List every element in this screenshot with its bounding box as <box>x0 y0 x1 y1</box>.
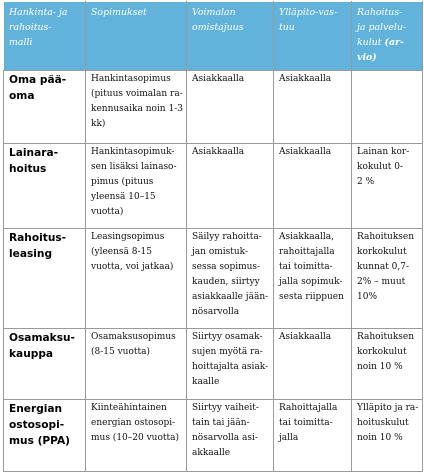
header-ownership <box>187 2 274 71</box>
cell-line: kokulut 0- <box>357 162 404 172</box>
cell-line: 2% – muut <box>357 277 406 287</box>
cell-line: rahoittajalla <box>279 247 335 257</box>
cell-line: energian ostosopi- <box>91 418 176 428</box>
header-line: kulut (ar- <box>357 37 404 48</box>
cell-costs <box>352 329 423 400</box>
cell-line: korkokulut <box>357 247 407 257</box>
cell-costs <box>352 229 423 329</box>
header-financing-model <box>4 2 86 71</box>
cell-line: vuotta) <box>91 207 124 217</box>
cell-line: (yleensä 8-15 <box>91 247 152 257</box>
header-line: ja palvelu- <box>357 22 407 33</box>
cell-line: mus (10–20 vuotta) <box>91 433 179 443</box>
header-line: Sopimukset <box>91 7 147 18</box>
cell-line: mus (PPA) <box>9 435 71 447</box>
cell-line: hoituskulut <box>357 418 409 428</box>
row-model-name <box>4 229 86 329</box>
row-model-name <box>4 144 86 229</box>
row-model-name <box>4 329 86 400</box>
cell-line: pimus (pituus <box>91 177 154 187</box>
cell-line: Rahoituksen <box>357 232 415 242</box>
cell-maintenance <box>274 144 352 229</box>
cell-line: kauppa <box>9 348 54 360</box>
cell-line: sesta riippuen <box>279 292 344 302</box>
cell-line: akkaalle <box>192 448 231 458</box>
cell-line: Rahoittajalla <box>279 403 338 413</box>
header-contracts <box>86 2 187 71</box>
cell-line: sessa sopimus- <box>192 262 261 272</box>
cell-line: sen lisäksi lainaso- <box>91 162 177 172</box>
cell-line: kauden, siirtyy <box>192 277 260 287</box>
cell-line: Lainan kor- <box>357 147 410 157</box>
header-line: Ylläpito-vas- <box>279 7 338 18</box>
cell-line: Oma pää- <box>9 74 67 86</box>
cell-line: jalla <box>279 433 299 443</box>
cell-line: jan omistuk- <box>192 247 249 257</box>
table-row <box>4 144 423 229</box>
table-header-row <box>4 2 423 71</box>
cell-line: yleensä 10–15 <box>91 192 156 202</box>
cell-line: tai toimitta- <box>279 418 333 428</box>
cell-ownership <box>187 229 274 329</box>
cell-contracts <box>86 329 187 400</box>
header-line: vio) <box>357 52 377 63</box>
cell-line: nösarvolla asi- <box>192 433 258 443</box>
cell-line: oma <box>9 90 35 102</box>
cell-line: Asiakkaalla <box>279 147 332 157</box>
cell-line: korkokulut <box>357 347 407 357</box>
cell-line: Asiakkaalla <box>192 74 245 84</box>
cell-line: asiakkaalle jään- <box>192 292 269 302</box>
cell-line: noin 10 % <box>357 362 403 372</box>
cell-line: Asiakkaalla <box>192 147 245 157</box>
table-row <box>4 329 423 400</box>
cell-ownership <box>187 400 274 472</box>
table-row <box>4 71 423 144</box>
cell-line: Siirtyy vaiheit- <box>192 403 259 413</box>
cell-line: sujen myötä ra- <box>192 347 263 357</box>
header-costs <box>352 2 423 71</box>
cell-line: Hankintasopimus <box>91 74 171 84</box>
cell-line: Säilyy rahoitta- <box>192 232 262 242</box>
header-line: Rahoitus- <box>357 7 403 18</box>
header-line: tuu <box>279 22 295 33</box>
header-line: Hankinta- ja <box>9 7 68 18</box>
header-line: rahoitus- <box>9 22 52 33</box>
cell-line: ostosopi- <box>9 419 65 431</box>
cell-line: kk) <box>91 119 106 129</box>
cell-costs <box>352 400 423 472</box>
header-line: omistajuus <box>192 22 244 33</box>
cell-line: (pituus voimalan ra- <box>91 89 183 99</box>
table-row <box>4 229 423 329</box>
header-line: malli <box>9 37 33 48</box>
cell-line: leasing <box>9 248 53 260</box>
cell-line: Rahoituksen <box>357 332 415 342</box>
cell-line: Asiakkaalla, <box>279 232 334 242</box>
cell-line: Osamaksusopimus <box>91 332 176 342</box>
cell-line: Lainara- <box>9 147 58 159</box>
cell-line: tai toimitta- <box>279 262 333 272</box>
cell-line: 10% <box>357 292 378 302</box>
cell-line: hoitus <box>9 163 47 175</box>
row-model-name <box>4 400 86 472</box>
cell-line: kaalle <box>192 377 220 387</box>
cell-line: kennusaika noin 1-3 <box>91 104 183 114</box>
cell-line: Leasingsopimus <box>91 232 165 242</box>
cell-line: Energian <box>9 403 63 415</box>
row-model-name <box>4 71 86 144</box>
cell-line: noin 10 % <box>357 433 403 443</box>
cell-line: jalla sopimuk- <box>279 277 343 287</box>
cell-contracts <box>86 144 187 229</box>
cell-costs <box>352 144 423 229</box>
cell-contracts <box>86 71 187 144</box>
cell-line: hoittajalta asiak- <box>192 362 269 372</box>
cell-ownership <box>187 71 274 144</box>
header-maintenance <box>274 2 352 71</box>
cell-ownership <box>187 329 274 400</box>
cell-maintenance <box>274 71 352 144</box>
cell-line: kunnat 0,7- <box>357 262 410 272</box>
financing-models-table <box>3 1 423 472</box>
cell-costs <box>352 71 423 144</box>
cell-line: Siirtyy osamak- <box>192 332 263 342</box>
cell-contracts <box>86 229 187 329</box>
cell-line: Rahoitus- <box>9 232 67 244</box>
header-line: Voimalan <box>192 7 236 18</box>
cell-line: Asiakkaalla <box>279 332 332 342</box>
cell-line: Hankintasopimuk- <box>91 147 175 157</box>
cell-line: (8-15 vuotta) <box>91 347 151 357</box>
cell-line: tain tai jään- <box>192 418 250 428</box>
table-row <box>4 400 423 472</box>
cell-line: vuotta, voi jatkaa) <box>91 262 174 272</box>
cell-line: Ylläpito ja ra- <box>357 403 419 413</box>
cell-maintenance <box>274 329 352 400</box>
cell-contracts <box>86 400 187 472</box>
cell-maintenance <box>274 400 352 472</box>
cell-maintenance <box>274 229 352 329</box>
cell-ownership <box>187 144 274 229</box>
cell-line: nösarvolla <box>192 307 240 317</box>
cell-line: 2 % <box>357 177 375 187</box>
cell-line: Kiinteähintainen <box>91 403 167 413</box>
cell-line: Osamaksu- <box>9 332 75 344</box>
cell-line: Asiakkaalla <box>279 74 332 84</box>
